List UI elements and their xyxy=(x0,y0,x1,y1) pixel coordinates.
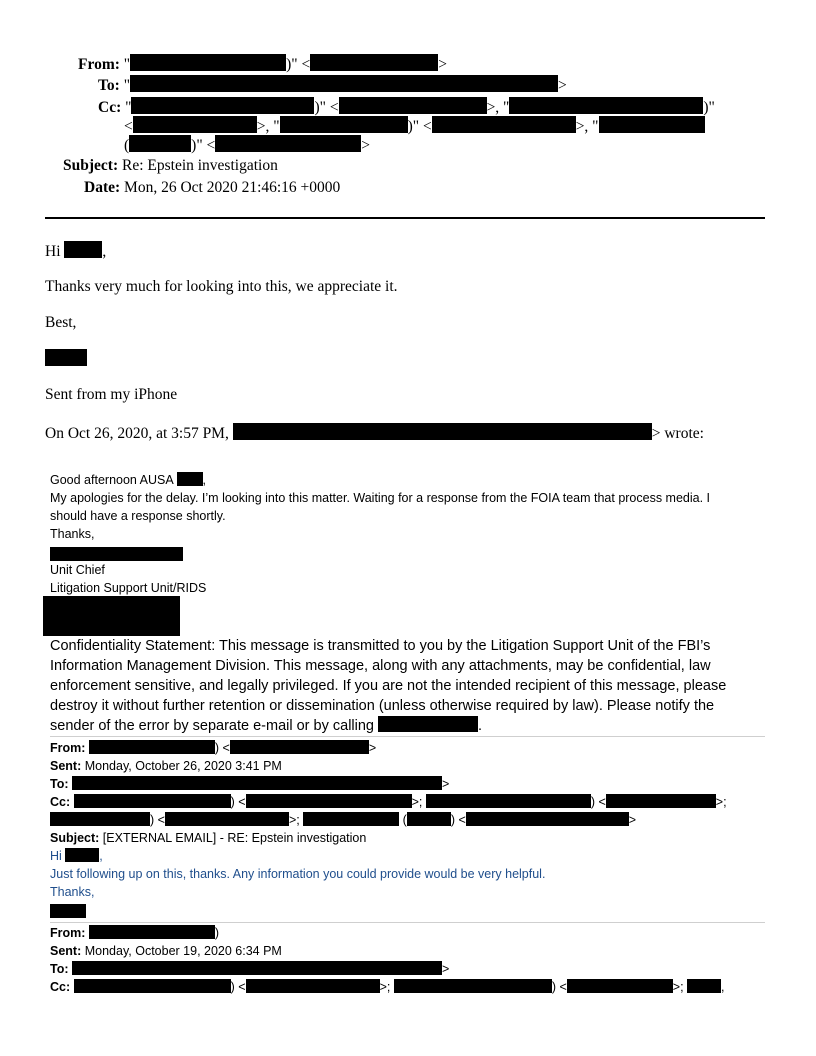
email2-sent-value: Monday, October 26, 2020 3:41 PM xyxy=(84,759,282,773)
email2-to-row: To: > xyxy=(50,777,450,791)
redaction xyxy=(432,116,576,133)
quote-intro xyxy=(45,423,704,443)
confidentiality-statement xyxy=(50,636,770,736)
quoted-greeting: Good afternoon AUSA , xyxy=(50,473,206,487)
email2-signature-redaction xyxy=(50,903,86,921)
email-separator xyxy=(50,736,765,737)
redaction xyxy=(74,979,231,993)
email3-to-row: To: > xyxy=(50,962,450,976)
email2-sent-row xyxy=(50,758,282,775)
email2-greeting: Hi , xyxy=(50,849,103,863)
logo-redaction xyxy=(43,596,180,639)
email2-cc-label: Cc: xyxy=(50,795,71,809)
header-divider xyxy=(45,217,765,219)
quote-intro-wrote: > wrote: xyxy=(651,425,704,442)
email2-greeting-text: Hi xyxy=(50,849,62,863)
subject-label: Subject: xyxy=(63,157,119,174)
header-date-row xyxy=(84,179,340,197)
redaction xyxy=(133,116,257,133)
redaction xyxy=(310,54,438,71)
quoted-unit: Litigation Support Unit/RIDS xyxy=(50,581,207,595)
from-label: From: xyxy=(78,56,120,73)
redaction xyxy=(165,812,289,826)
redaction xyxy=(130,54,286,71)
signature-redaction xyxy=(45,349,87,369)
redaction xyxy=(131,97,314,114)
redaction xyxy=(50,904,86,918)
email2-subject-row xyxy=(50,830,366,847)
redaction xyxy=(378,716,478,732)
email2-thanks: Thanks, xyxy=(50,885,95,899)
email3-cc-label: Cc: xyxy=(50,980,71,994)
redaction xyxy=(177,472,203,486)
confidentiality-text: sender of the error by separate e-mail or by calling xyxy=(50,718,374,734)
quoted-thanks: Thanks, xyxy=(50,527,95,541)
email3-sent-label: Sent: xyxy=(50,944,82,958)
confidentiality-line: Information Management Division. This message, along with any attachments, may be confidential, law xyxy=(50,658,711,674)
email3-to-label: To: xyxy=(50,962,69,976)
header-cc-row-2: < >, " )" < >, " xyxy=(124,116,705,136)
email3-from-row: From: ) xyxy=(50,926,220,940)
redaction xyxy=(233,423,652,440)
header-to-row: To: " > xyxy=(98,77,567,94)
quoted-greeting-text: Good afternoon AUSA xyxy=(50,473,174,487)
redaction xyxy=(72,961,442,975)
email2-from-label: From: xyxy=(50,741,86,755)
closing: Best, xyxy=(45,314,77,331)
confidentiality-line-last: sender of the error by separate e-mail or by calling . xyxy=(50,718,483,734)
quoted-line-1: My apologies for the delay. I’m looking into this matter. Waiting for a response from the FOIA team that process media. I xyxy=(50,491,711,505)
redaction xyxy=(466,812,629,826)
email2-sent-label: Sent: xyxy=(50,759,82,773)
greeting xyxy=(45,241,106,261)
quoted-title: Unit Chief xyxy=(50,563,105,577)
header-cc-row-3: ( )" < > xyxy=(124,137,371,154)
redaction xyxy=(43,596,180,636)
greeting-text: Hi xyxy=(45,243,61,260)
email3-cc-row: Cc: ) < >; ) < >; , xyxy=(50,980,725,994)
greeting-comma: , xyxy=(102,243,107,260)
email2-cc-row: Cc: ) < >; ) < >; xyxy=(50,795,727,809)
header-subject-row xyxy=(63,157,278,175)
redaction xyxy=(606,794,716,808)
redaction xyxy=(246,979,380,993)
redaction xyxy=(50,547,183,561)
redaction xyxy=(426,794,591,808)
redaction xyxy=(74,794,231,808)
email3-sent-row xyxy=(50,943,282,960)
sent-from-device: Sent from my iPhone xyxy=(45,386,178,403)
redaction xyxy=(89,925,215,939)
redaction xyxy=(394,979,552,993)
confidentiality-line: Confidentiality Statement: This message is transmitted to you by the Litigation Support Unit of the FBI’s xyxy=(50,638,711,654)
redaction xyxy=(280,116,408,133)
quote-intro-text: On Oct 26, 2020, at 3:57 PM, xyxy=(45,425,229,442)
header-cc-row: Cc: " )" < >, " )" xyxy=(98,99,715,116)
redaction xyxy=(407,812,451,826)
email2-cc-row-2: ) < >; ( ) < > xyxy=(50,812,636,829)
subject-value: Re: Epstein investigation xyxy=(121,157,278,174)
redaction xyxy=(567,979,673,993)
to-label: To: xyxy=(98,77,120,94)
email2-subject-value: [EXTERNAL EMAIL] - RE: Epstein investigation xyxy=(102,831,367,845)
email3-sent-value: Monday, October 19, 2020 6:34 PM xyxy=(84,944,282,958)
redaction xyxy=(72,776,442,790)
redaction xyxy=(303,812,399,826)
redaction xyxy=(129,135,191,152)
redaction xyxy=(215,135,361,152)
redaction xyxy=(599,116,705,133)
redaction xyxy=(130,75,558,92)
redaction xyxy=(45,349,87,366)
confidentiality-line: destroy it without further retention or dissemination (unless otherwise required by law). Please notify the xyxy=(50,698,715,714)
redaction xyxy=(339,97,487,114)
redaction xyxy=(64,241,102,258)
thanks-line: Thanks very much for looking into this, we appreciate it. xyxy=(45,278,398,295)
email2-to-label: To: xyxy=(50,777,69,791)
email-separator xyxy=(50,922,765,923)
email2-body: Just following up on this, thanks. Any information you could provide would be very helpful. xyxy=(50,867,546,881)
redaction xyxy=(509,97,703,114)
redaction xyxy=(230,740,369,754)
email2-from-row: From: ) < > xyxy=(50,741,377,755)
email3-from-label: From: xyxy=(50,926,86,940)
email2-subject-label: Subject: xyxy=(50,831,100,845)
date-label: Date: xyxy=(84,179,121,196)
cc-label: Cc: xyxy=(98,99,122,116)
redaction xyxy=(89,740,215,754)
redaction xyxy=(246,794,412,808)
confidentiality-line: enforcement sensitive, and legally privileged. If you are not the intended recipient of this message, please xyxy=(50,678,727,694)
header-from-row: From: " )" < > xyxy=(78,56,447,73)
redaction xyxy=(50,812,150,826)
redaction xyxy=(687,979,721,993)
quoted-line-2: should have a response shortly. xyxy=(50,509,226,523)
date-value: Mon, 26 Oct 2020 21:46:16 +0000 xyxy=(124,179,341,196)
redaction xyxy=(65,848,99,862)
